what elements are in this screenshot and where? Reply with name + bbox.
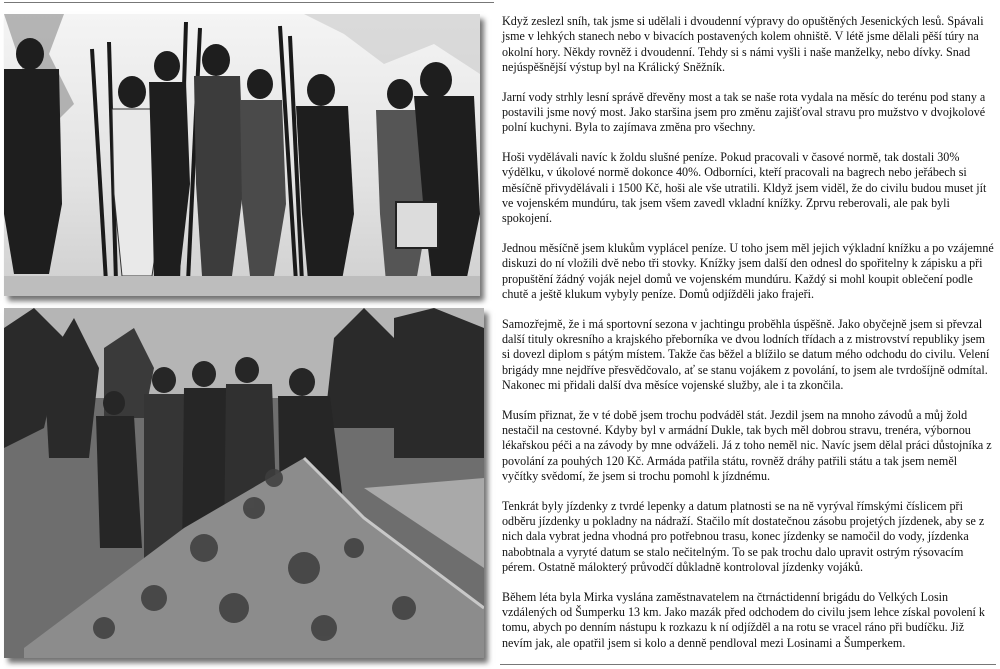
group-winter-ski-photo (4, 14, 480, 296)
paragraph: Jarní vody strhly lesní správě dřevěny most a tak se naše rota vydala na měsíc do terénu pod stany a postavili jsme nový most. Jako staršina jsem pro změnu zajišťoval stravu pro mužstvo v dvojkolové polní kuchyni. Byla to zajímava změna pro všechny. (502, 89, 986, 135)
bottom-rule (500, 664, 996, 665)
paragraph: Během léta byla Mirka vyslána zaměstnavatelem na čtrnáctidenní brigádu do Velkých Losin vzdálených od Šumperku 13 km. Jako mazák před odchodem do civilu jsem lehce získal povolení k tomu, abych po denním nástupu k rozkazu k ní odjížděl a na rotu se vracel ráno při budíčku. Již nevím jak, ale opatřil jsem si kolo a denně pendloval mezi Losinami a Šumperkem. (502, 589, 985, 650)
paragraph: Samozřejmě, že i má sportovní sezona v jachtingu proběhla úspěšně. Jako obyčejně jsem si převzal další tituly okresního a krajského přeborníka ve dvou lodních třídach a z mistrovství republiky jsem si dovezl diplom s pátým místem. Takže čas běžel a blížilo se datum mého odchodu do civilu. Velení brigády mne nejdříve přesvědčovalo, ať se stanu vojákem z povolání, to jsem ale tvrdošíjně odmítal. Nakonec mi přidali další dva měsíce vojenské služby, ale i ta zkončila. (502, 316, 990, 393)
paragraph: Když zeslezl sníh, tak jsme si udělali i dvoudenní výpravy do opuštěných Jesenických lesů. Spávali jsme v lehkých stanech nebo v bivacích postavených kolem ohniště. V létě jsme dělali pěší túry na okolní hory. Někdy rovněž i dvoudenní. Tehdy si s námi vyšli i naše manželky, nebo dívky. Snad nejúspěšnější výstup byl na Králický Sněžník. (502, 14, 984, 75)
soldiers-tent-photo (4, 308, 484, 658)
article-text (502, 14, 994, 665)
paragraph: Tenkrát byly jízdenky z tvrdé lepenky a datum platnosti se na ně vyrýval římskými číslicem při odběru jízdenky u pokladny na nádraží. Stačilo mít dostatečnou zásobu projetých jízdenek, aby se z nich dala vybrat jedna vhodná pro potřebnou trasu, konec jízdenky se namočil do vody, jízdenka nabobtnala a vyryté datum se stalo nečitelným. To se pak trochu dalo upravit ostrým rýsovacím pérem. Ostatně málokterý průvodčí důkladně kontroloval jízdenky vojáků. (502, 498, 985, 575)
paragraph: Musím přiznat, že v té době jsem trochu podváděl stát. Jezdil jsem na mnoho závodů a můj žold nestačil na cestovné. Kdyby byl v armádní Dukle, tak bych měl dobrou stravu, trenéra, výbornou lékařskou péči a na závody by mne odváželi. Já z toho neměl nic. Navíc jsem dělal práci důstojníka z povolání za pouhých 120 Kč. Armáda patřila státu, rovněž dráhy patřili státu a tak jsem neměl vyčítky svědomí, že jsem si trochu pomohl k jízdnému. (502, 407, 992, 484)
paragraph: Hoši vydělávali navíc k žoldu slušné peníze. Pokud pracovali v časové normě, tak dostali 30% výdělku, v úkolové normě dokonce 40%. Odborníci, kteří pracovali na bagrech nebo jeřábech si měsíčně přivydělávali i 1500 Kč, hoši ale vše utratili. Kldyž jsem viděl, že do civilu budou muset jít ve vojenském mundúru, tak jsem všem zavedl vkladní knížky. Zprvu reberovali, ale pak byli spokojení. (502, 149, 987, 226)
paragraph: Jednou měsíčně jsem klukům vyplácel peníze. U toho jsem měl jejich výkladní knížku a po vzájemné diskuzi do ní vložili dvě nebo tři stovky. Knížky jsem další den odnesl do spořitelny k zápisku a při propuštění žádný voják nejel domů ve vojenském mundúru. Každý si mohl koupit oblečení podle chutě a ještě klukum vybyly peníze. Domů odjížděli jako frajeři. (502, 240, 994, 302)
top-rule (4, 2, 494, 3)
